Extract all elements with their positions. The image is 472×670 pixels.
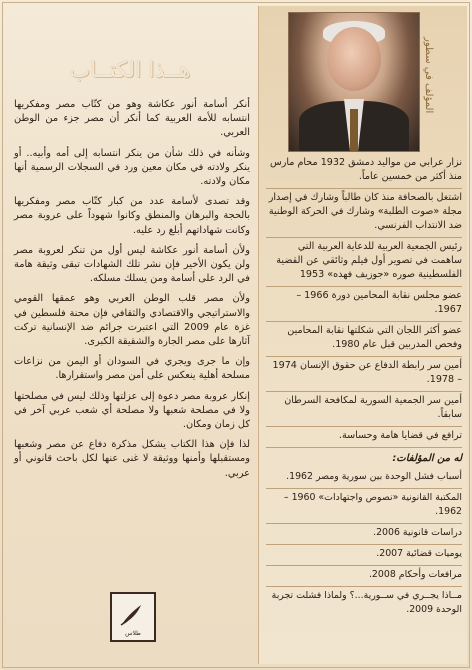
paragraph: وشأنه في ذلك شأن من ينكر انتسابه إلى أمه وأبيه.. أو ينكر ولادته في مكان معين ورد في السجلات الرسمية أنها مكان ولادته. bbox=[14, 147, 250, 188]
page-title: هــذا الكتــاب bbox=[69, 58, 191, 83]
work-item: دراسات قانونية 2006. bbox=[266, 524, 462, 545]
works-heading: له من المؤلفات: bbox=[392, 453, 462, 464]
bio-item: عضو أكثر اللجان التي شكلتها نقابة المحامين وفحص المدربين قبل عام 1980. bbox=[266, 322, 462, 357]
work-item: المكتبة القانونية «نصوص واجتهادات» 1960 – 1962. bbox=[266, 489, 462, 524]
paragraph: ولأن مصر قلب الوطن العربي وهو عمقها القومي والاستراتيجي والاقتصادي والثقافي فإن محنة فلسطين في غزة عام 2009 التي اعتبرت جرائم ضد الإنسانية تركت آثارها على مصر الجارة والشقيقة الكبرى. bbox=[14, 293, 250, 348]
bio-item: عضو مجلس نقابة المحامين دورة 1966 – 1967. bbox=[266, 287, 462, 322]
bio-item: أمين سر رابطة الدفاع عن حقوق الإنسان 1974 – 1978. bbox=[266, 357, 462, 392]
author-label: المؤلف في سطور bbox=[423, 36, 434, 114]
work-item: مــاذا يجــري في ســورية...؟ ولماذا فشلت تجربة الوحدة 2009. bbox=[271, 590, 462, 615]
bio-item: اشتغل بالصحافة منذ كان طالباً وشارك في إصدار مجلة «صوت الطلبة» وشارك في الحركة الوطنية ضد الانتداب الفرنسي. bbox=[266, 189, 462, 238]
bio-item: نزار عرابي من مواليد دمشق 1932 محام مارس منذ أكثر من خمسين عاماً. bbox=[266, 154, 462, 189]
paragraph: ولأن أسامة أنور عكاشة ليس أول من تنكر لعروبة مصر ولن يكون الأخير فإن نشر تلك الشهادات تبقى وثيقة هامة في الرد على أسامة ومن يسلك مسلكه. bbox=[14, 244, 250, 285]
logo-text: طلاس bbox=[125, 630, 141, 637]
bio-item: ترافع في قضايا هامة وحساسة. bbox=[266, 427, 462, 448]
paragraph: وإن ما جرى ويجري في السودان أو اليمن من نزاعات مسلحة أهلية ينعكس على أمن مصر واستقرارها. bbox=[14, 356, 250, 382]
paragraph: أنكر أسامة أنور عكاشة وهو من كتّاب مصر ومفكريها انتسابه للأمة العربية كما أنكر أن مصر جزء من الوطن العربي. bbox=[14, 99, 250, 139]
work-item: أسباب فشل الوحدة بين سورية ومصر 1962. bbox=[266, 468, 462, 489]
book-description bbox=[14, 98, 250, 487]
paragraph: لذا فإن هذا الكتاب يشكل مذكرة دفاع عن مصر وشعبها ومستقبلها وأمنها ووثيقة لا غنى عنها لكل باحث قانوني أو عربي. bbox=[14, 439, 250, 479]
work-item: يوميات قضائية 2007. bbox=[266, 545, 462, 566]
bio-item: أمين سر الجمعية السورية لمكافحة السرطان سابقاً. bbox=[266, 392, 462, 427]
author-photo bbox=[288, 12, 420, 152]
bio-item: رئيس الجمعية العربية للدعاية العربية التي ساهمت في تصوير أول فيلم وثائقي عن القضية الفلسطينية صوره «جوزيف فهده» 1953 bbox=[266, 238, 462, 287]
author-bio bbox=[266, 154, 462, 621]
publisher-logo bbox=[110, 592, 156, 642]
paragraph: وقد تصدى لأسامة عدد من كبار كتّاب مصر ومفكريها بالحجة والبرهان والمنطق وكانوا شهوداً على عروبة مصر وكانت شهاداتهم أبلغ رد عليه. bbox=[14, 196, 250, 236]
work-item: مرافعات وأحكام 2008. bbox=[266, 566, 462, 587]
quill-icon bbox=[118, 602, 144, 628]
paragraph: إنكار عروبة مصر دعوة إلى عزلتها وذلك ليس في مصلحتها ولا في مصلحة شعبها ولا مصلحة أي شعب عربي آخر في كل زمان ومكان. bbox=[14, 390, 250, 431]
